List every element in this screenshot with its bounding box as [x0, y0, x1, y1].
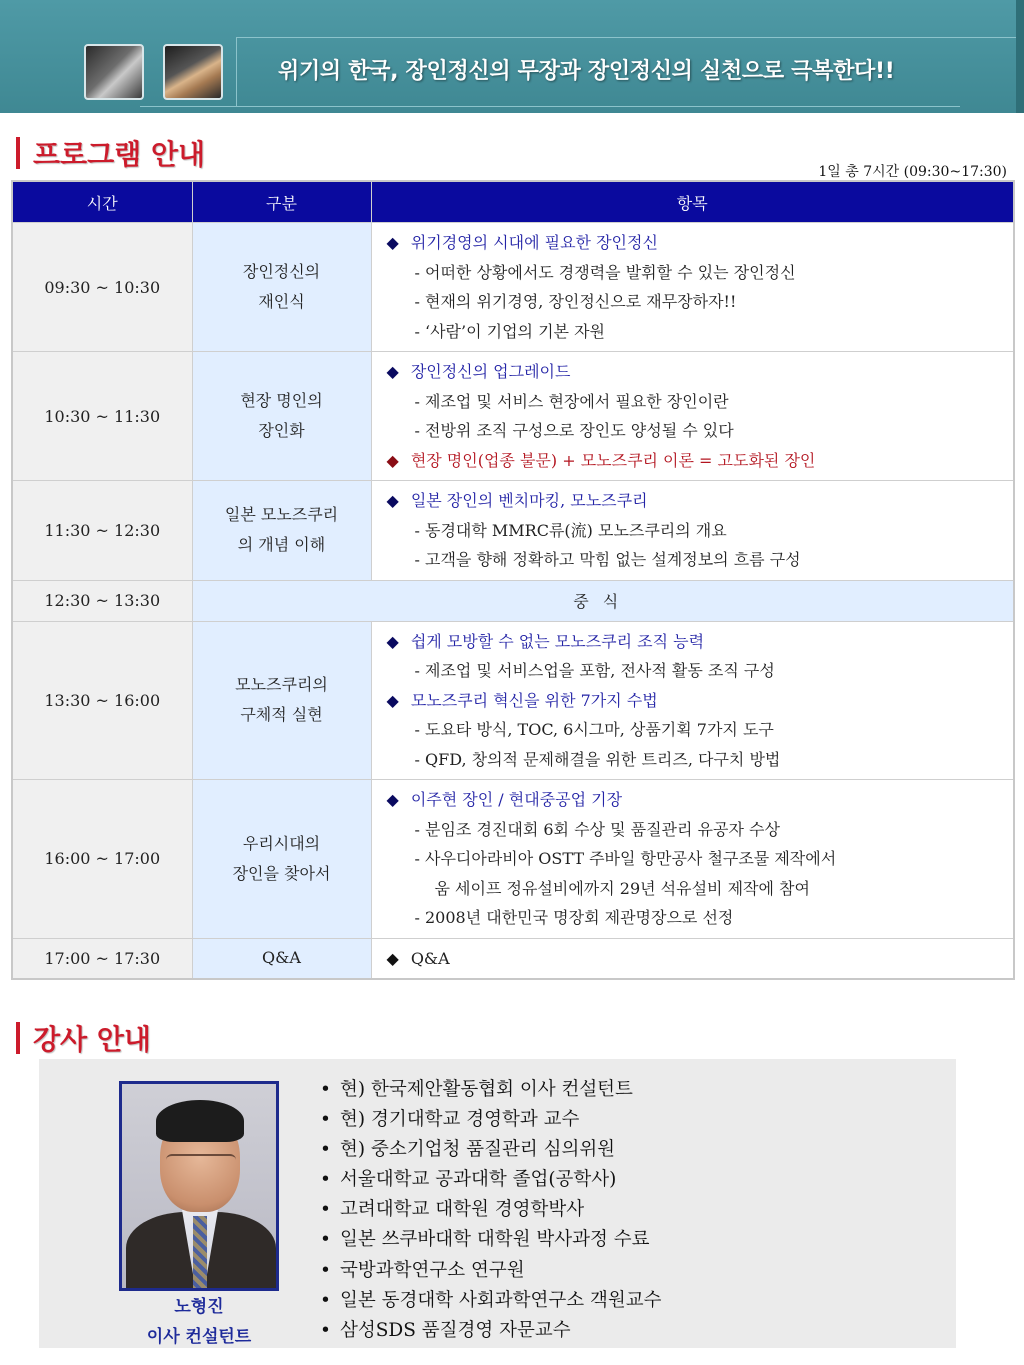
item-detail	[387, 745, 1014, 775]
category-line: 우리시대의	[242, 833, 321, 853]
credential-item	[320, 1225, 661, 1255]
schedule-row	[12, 780, 1014, 939]
diamond-bullet-icon: ◆	[386, 362, 399, 381]
column-header-category: 구분	[192, 181, 371, 223]
item-heading-text: Q&A	[410, 948, 450, 968]
instructor-box	[39, 1059, 956, 1348]
businessman-photo-icon	[84, 44, 144, 100]
item-detail-text: - 동경대학 MMRC류(流) 모노즈쿠리의 개요	[414, 520, 727, 540]
credential-text: 서울대학교 공과대학 졸업(공학사)	[340, 1169, 617, 1191]
item-heading	[387, 446, 1014, 476]
item-detail-text: - 현재의 위기경영, 장인정신으로 재무장하자!!	[414, 292, 737, 311]
instructor-section-title	[16, 1021, 151, 1055]
program-title: 프로그램 안내	[33, 138, 206, 171]
instructor-portrait	[119, 1081, 279, 1291]
session-items	[371, 223, 1014, 352]
section-marker	[16, 1022, 20, 1054]
category-line: 장인을 찾아서	[232, 863, 331, 883]
schedule-row	[12, 223, 1014, 352]
schedule-table	[11, 180, 1015, 980]
header-banner	[0, 0, 1024, 113]
item-detail	[387, 317, 1014, 347]
credential-text: 일본 동경대학 사회과학연구소 객원교수	[340, 1289, 662, 1311]
session-items	[371, 621, 1014, 780]
schedule-row	[12, 481, 1014, 581]
item-detail	[387, 258, 1014, 288]
diamond-bullet-icon: ◆	[386, 450, 399, 470]
schedule-header-row	[12, 181, 1014, 223]
schedule-row	[12, 352, 1014, 481]
schedule-row	[12, 938, 1014, 979]
credential-text: 삼성SDS 품질경영 자문교수	[340, 1319, 571, 1341]
item-detail-text: 움 세이프 정유설비에까지 29년 석유설비 제작에 참여	[434, 878, 810, 898]
session-time: 17:00 ~ 17:30	[12, 938, 192, 979]
item-heading-text: 장인정신의 업그레이드	[410, 362, 571, 381]
diamond-bullet-icon: ◆	[386, 233, 399, 252]
banner-divider-top	[236, 37, 1024, 38]
session-category	[192, 481, 371, 581]
session-time: 11:30 ~ 12:30	[12, 481, 192, 581]
item-heading	[387, 627, 1014, 657]
category-line: 모노즈쿠리의	[235, 675, 328, 695]
session-time: 10:30 ~ 11:30	[12, 352, 192, 481]
banner-slogan: 위기의 한국, 장인정신의 무장과 장인정신의 실천으로 극복한다!!	[278, 59, 895, 84]
item-detail-text: - QFD, 창의적 문제해결을 위한 트리즈, 다구치 방법	[414, 749, 781, 769]
diamond-bullet-icon: ◆	[386, 491, 399, 510]
item-heading	[387, 228, 1014, 258]
item-heading-text: 위기경영의 시대에 필요한 장인정신	[410, 233, 658, 252]
instructor-name: 노형진	[174, 1297, 224, 1317]
session-category	[192, 621, 371, 780]
banner-divider-vertical	[236, 38, 237, 106]
item-detail-text: - 전방위 조직 구성으로 장인도 양성될 수 있다	[414, 421, 734, 440]
credential-item	[320, 1195, 661, 1225]
schedule-row	[12, 621, 1014, 780]
credential-list	[320, 1075, 661, 1346]
item-detail-text: - 도요타 방식, TOC, 6시그마, 상품기획 7가지 도구	[414, 720, 774, 739]
credential-item	[320, 1165, 661, 1195]
credential-text: 현) 중소기업청 품질관리 심의위원	[340, 1139, 616, 1161]
item-detail-text: - 2008년 대한민국 명장회 제관명장으로 선정	[414, 908, 734, 927]
item-heading	[387, 686, 1014, 716]
item-heading-text: 일본 장인의 벤치마킹, 모노즈쿠리	[410, 491, 648, 510]
credential-item	[320, 1316, 661, 1346]
session-time: 09:30 ~ 10:30	[12, 223, 192, 352]
session-category	[192, 223, 371, 352]
credential-text: 국방과학연구소 연구원	[340, 1259, 525, 1281]
diamond-bullet-icon: ◆	[386, 690, 399, 710]
diamond-bullet-icon: ◆	[386, 790, 399, 809]
program-section-title	[16, 136, 205, 170]
credential-text: 현) 한국제안활동협회 이사 컨설턴트	[340, 1079, 633, 1100]
category-line: 일본 모노즈쿠리	[224, 505, 339, 525]
banner-divider-bottom	[140, 106, 960, 107]
credential-item	[320, 1135, 661, 1165]
item-detail	[387, 844, 1014, 874]
bullet-icon: •	[320, 1109, 331, 1131]
session-items	[371, 352, 1014, 481]
item-detail-text: - 분임조 경진대회 6회 수상 및 품질관리 유공자 수상	[414, 819, 780, 839]
column-header-time: 시간	[12, 181, 192, 223]
item-heading-text: 현장 명인(업종 불문) + 모노즈쿠리 이론 = 고도화된 장인	[410, 450, 816, 470]
credential-item	[320, 1256, 661, 1286]
diamond-bullet-icon: ◆	[386, 948, 399, 968]
item-detail	[387, 287, 1014, 317]
category-line: 재인식	[258, 292, 305, 311]
item-detail-text: - 사우디아라비아 OSTT 주바일 항만공사 철구조물 제작에서	[414, 849, 837, 868]
session-time: 13:30 ~ 16:00	[12, 621, 192, 780]
item-detail-text: - 제조업 및 서비스업을 포함, 전사적 활동 조직 구성	[414, 661, 775, 680]
bullet-icon: •	[320, 1259, 331, 1281]
item-line	[387, 944, 1014, 974]
item-detail-text: - 어떠한 상황에서도 경쟁력을 발휘할 수 있는 장인정신	[414, 262, 796, 282]
section-marker	[16, 137, 20, 169]
session-category	[192, 352, 371, 481]
item-detail	[387, 874, 1014, 904]
portrait-tie	[193, 1216, 207, 1291]
bullet-icon: •	[320, 1169, 331, 1191]
credential-text: 고려대학교 대학원 경영학박사	[340, 1199, 585, 1221]
diamond-bullet-icon: ◆	[386, 631, 399, 651]
credential-item	[320, 1075, 661, 1105]
item-detail	[387, 903, 1014, 933]
session-items	[371, 481, 1014, 581]
keyboard-photo-icon	[163, 44, 223, 100]
instructor-role: 이사 컨설턴트	[146, 1327, 252, 1347]
category-line: 현장 명인의	[240, 391, 323, 410]
item-detail	[387, 656, 1014, 686]
item-heading-text: 모노즈쿠리 혁신을 위한 7가지 수법	[410, 690, 658, 710]
lunch-time: 12:30 ~ 13:30	[12, 580, 192, 621]
credential-item	[320, 1286, 661, 1316]
credential-text: 일본 쓰쿠바대학 대학원 박사과정 수료	[340, 1229, 650, 1251]
lunch-label: 중식	[192, 580, 1014, 621]
item-heading-text: 이주현 장인 / 현대중공업 기장	[410, 790, 623, 809]
item-heading	[387, 785, 1014, 815]
item-detail	[387, 715, 1014, 745]
item-heading	[387, 486, 1014, 516]
session-time: 16:00 ~ 17:00	[12, 780, 192, 939]
item-detail	[387, 815, 1014, 845]
bullet-icon: •	[320, 1199, 331, 1221]
credential-item	[320, 1105, 661, 1135]
category-line: 의 개념 이해	[237, 535, 326, 555]
session-category	[192, 780, 371, 939]
category-line: 구체적 실현	[240, 705, 323, 725]
lunch-row	[12, 580, 1014, 621]
item-heading-text: 쉽게 모방할 수 없는 모노즈쿠리 조직 능력	[410, 631, 705, 651]
portrait-glasses	[166, 1154, 236, 1172]
session-items	[371, 780, 1014, 939]
session-category	[192, 938, 371, 979]
bullet-icon: •	[320, 1229, 331, 1251]
portrait-hair	[156, 1100, 244, 1142]
bullet-icon: •	[320, 1139, 331, 1161]
banner-edge	[1016, 0, 1024, 113]
category-line: 장인정신의	[242, 262, 321, 281]
item-detail	[387, 387, 1014, 417]
bullet-icon: •	[320, 1289, 331, 1311]
item-heading	[387, 357, 1014, 387]
instructor-title: 강사 안내	[33, 1023, 151, 1056]
session-items	[371, 938, 1014, 979]
category-line: Q&A	[262, 948, 301, 968]
item-detail	[387, 516, 1014, 546]
total-hours-note: 1일 총 7시간 (09:30~17:30)	[818, 164, 1007, 180]
bullet-icon: •	[320, 1319, 331, 1341]
item-detail-text: - 고객을 향해 정확하고 막힘 없는 설계정보의 흐름 구성	[414, 550, 801, 569]
item-detail	[387, 545, 1014, 575]
item-detail-text: - 제조업 및 서비스 현장에서 필요한 장인이란	[414, 391, 729, 411]
item-detail	[387, 416, 1014, 446]
category-line: 장인화	[258, 421, 305, 440]
column-header-items: 항목	[371, 181, 1014, 223]
item-detail-text: - ‘사람’이 기업의 기본 자원	[414, 321, 605, 341]
bullet-icon: •	[320, 1079, 331, 1100]
credential-text: 현) 경기대학교 경영학과 교수	[340, 1109, 580, 1131]
